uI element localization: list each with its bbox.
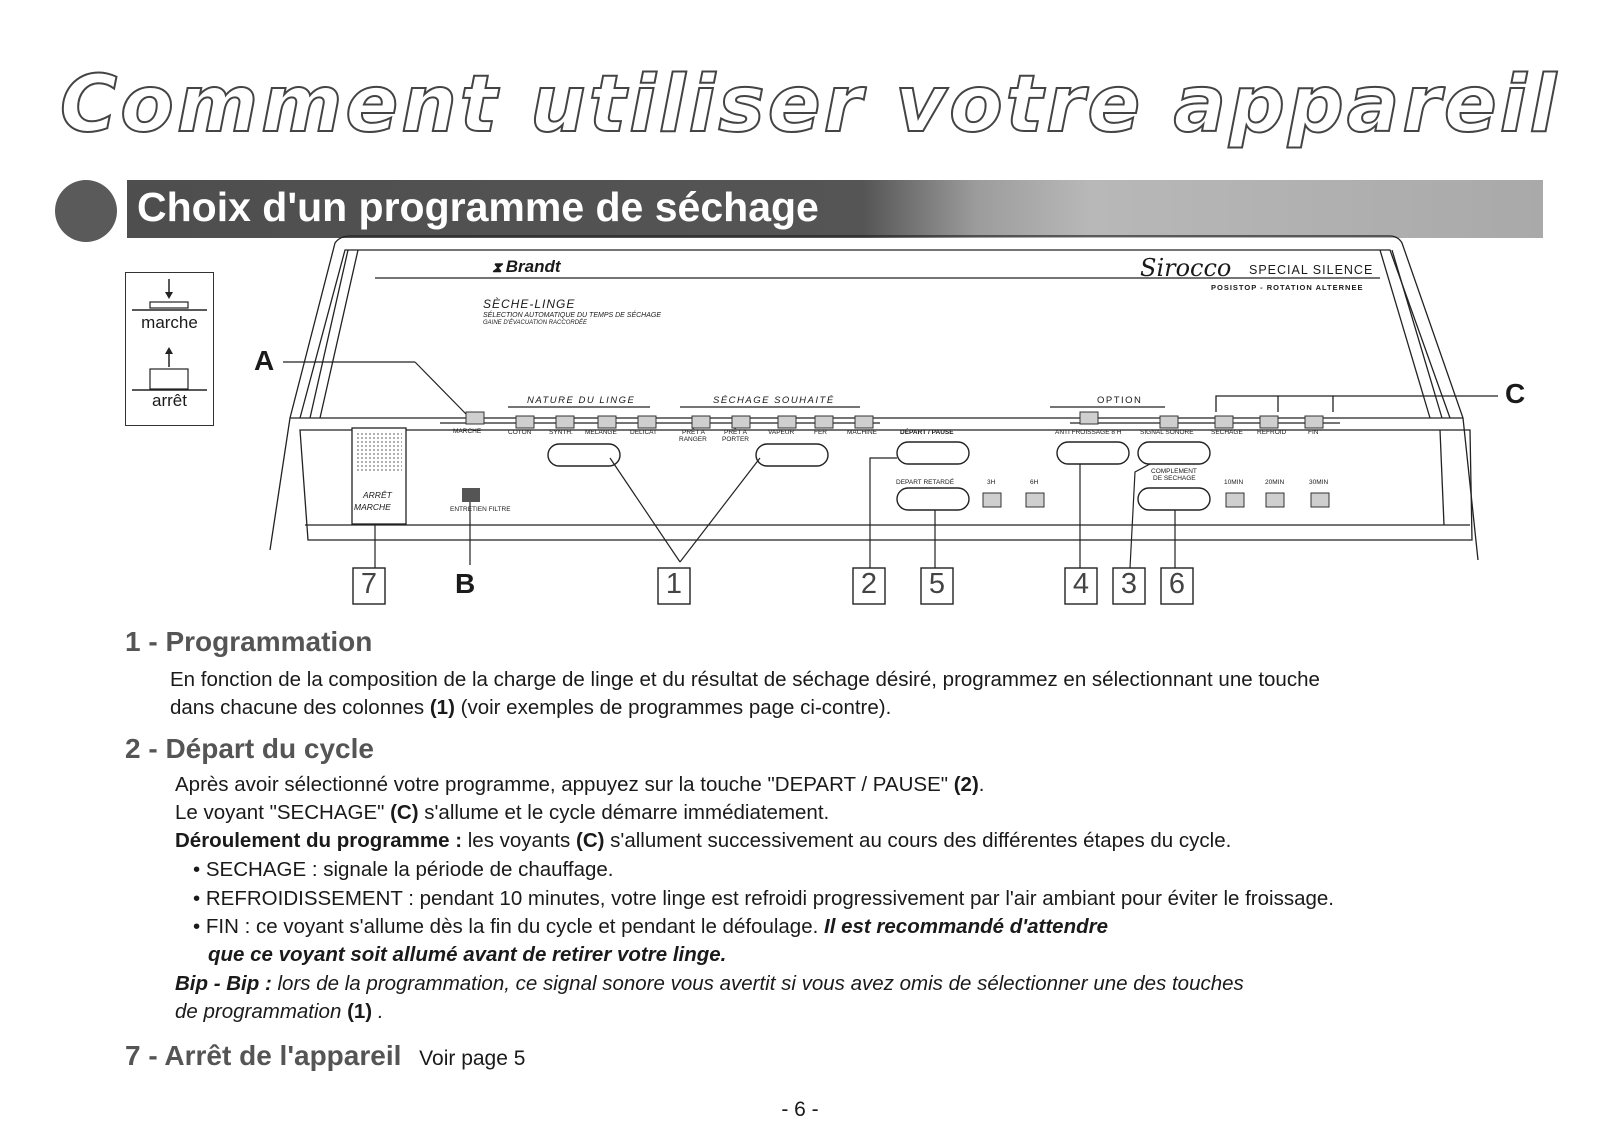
bip-line-2: de programmation (1) . — [175, 1000, 384, 1023]
bip-line-1: Bip - Bip : lors de la programmation, ce signal sonore vous avertit si vous avez omis de sélectionner une des touches — [175, 972, 1244, 995]
label-depart-pause: DÉPART / PAUSE — [900, 429, 954, 436]
label-pret-porter-2: PORTER — [722, 436, 749, 443]
label-machine: MACHINE — [847, 429, 877, 436]
label-20min: 20MIN — [1265, 479, 1285, 486]
callout-c: C — [1505, 378, 1526, 409]
label-synth: SYNTH. — [549, 429, 573, 436]
group-nature: NATURE DU LINGE — [527, 395, 636, 406]
label-melange: MELANGE — [585, 429, 617, 436]
section-2-line-1: Après avoir sélectionné votre programme, appuyez sur la touche "DEPART / PAUSE" (2). — [175, 773, 985, 796]
section-2-line-3: Déroulement du programme : les voyants (C) s'allument successivement au cours des différentes étapes du cycle. — [175, 829, 1232, 852]
bullet-fin: • FIN : ce voyant s'allume dès la fin du cycle et pendant le défoulage. Il est recommandé d'attendre — [193, 915, 1109, 938]
callout-1: 1 — [665, 568, 683, 600]
section-2-line-2: Le voyant "SECHAGE" (C) s'allume et le cycle démarre immédiatement. — [175, 801, 830, 824]
label-refroid: REFROID — [1257, 429, 1287, 436]
section-1-line-2: dans chacune des colonnes (1) (voir exemples de programmes page ci-contre). — [170, 696, 892, 719]
callout-a: A — [254, 345, 275, 376]
label-signal-sonore: SIGNAL SONORE — [1140, 429, 1194, 436]
callout-7: 7 — [360, 568, 378, 600]
label-complement-2: DE SECHAGE — [1153, 475, 1196, 482]
callout-b: B — [455, 568, 476, 599]
model-sub: POSISTOP - ROTATION ALTERNEE — [1211, 283, 1364, 292]
label-fer: FER — [814, 429, 827, 436]
callout-4: 4 — [1072, 568, 1090, 600]
section-7-title: 7 - Arrêt de l'appareil Voir page 5 — [125, 1040, 526, 1071]
label-3h: 3H — [987, 479, 996, 486]
label-sechage: SECHAGE — [1211, 429, 1243, 436]
section-2-title: 2 - Départ du cycle — [125, 733, 374, 764]
label-30min: 30MIN — [1309, 479, 1329, 486]
page-title: Comment utiliser votre appareil — [60, 60, 1560, 150]
bullet-fin-continued: que ce voyant soit allumé avant de retirer votre linge. — [208, 943, 727, 966]
label-marche: MARCHE — [453, 428, 482, 435]
label-pret-porter-1: PRÊT A — [724, 429, 748, 436]
bullet-refroidissement: • REFROIDISSEMENT : pendant 10 minutes, votre linge est refroidi progressivement par l'air ambiant pour éviter le froissage. — [193, 887, 1334, 910]
callout-5: 5 — [928, 568, 946, 600]
label-6h: 6H — [1030, 479, 1039, 486]
label-coton: COTON — [508, 429, 532, 436]
product-name: SÈCHE-LINGE — [483, 297, 576, 311]
marche-label: marche — [141, 313, 198, 332]
group-option: OPTION — [1097, 395, 1143, 406]
page-number: - 6 - — [781, 1098, 819, 1121]
section-7-ref: Voir page 5 — [419, 1047, 526, 1070]
section-1-title: 1 - Programmation — [125, 626, 373, 657]
label-delicat: DELICAT — [630, 429, 657, 436]
group-sechage: SÉCHAGE SOUHAITÉ — [713, 395, 835, 406]
label-pret-ranger-1: PRÊT A — [682, 429, 706, 436]
label-arret: ARRÊT — [363, 490, 392, 500]
section-1-line-1: En fonction de la composition de la charge de linge et du résultat de séchage désiré, programmez en sélectionnant une touche — [170, 668, 1320, 691]
label-fin: FIN — [1308, 429, 1319, 436]
label-vapeur: VAPEUR — [768, 429, 795, 436]
label-depart-retarde: DEPART RETARDÉ — [896, 479, 955, 486]
label-pret-ranger-2: RANGER — [679, 436, 707, 443]
label-complement-1: COMPLEMENT — [1151, 468, 1197, 475]
label-marche-switch: MARCHE — [354, 502, 391, 512]
label-entretien-filtre: ENTRETIEN FILTRE — [450, 506, 511, 513]
callout-6: 6 — [1168, 568, 1186, 600]
product-sub1: SÉLECTION AUTOMATIQUE DU TEMPS DE SÉCHAGE — [483, 312, 662, 319]
brand-logo: ⧗ Brandt — [492, 257, 561, 276]
bullet-sechage: • SECHAGE : signale la période de chauffage. — [193, 858, 614, 881]
callout-3: 3 — [1120, 568, 1138, 600]
arret-label: arrêt — [152, 391, 187, 410]
label-anti-froissage: ANTI FROISSAGE 8 H — [1055, 429, 1122, 436]
label-10min: 10MIN — [1224, 479, 1244, 486]
banner-title: Choix d'un programme de séchage — [137, 184, 819, 230]
product-sub2: GAINE D'ÉVACUATION RACCORDÉE — [483, 320, 588, 326]
model-script: Sirocco — [1140, 254, 1232, 282]
model-text: SPECIAL SILENCE — [1249, 263, 1374, 277]
filter-led — [462, 488, 480, 502]
callout-2: 2 — [860, 568, 878, 600]
